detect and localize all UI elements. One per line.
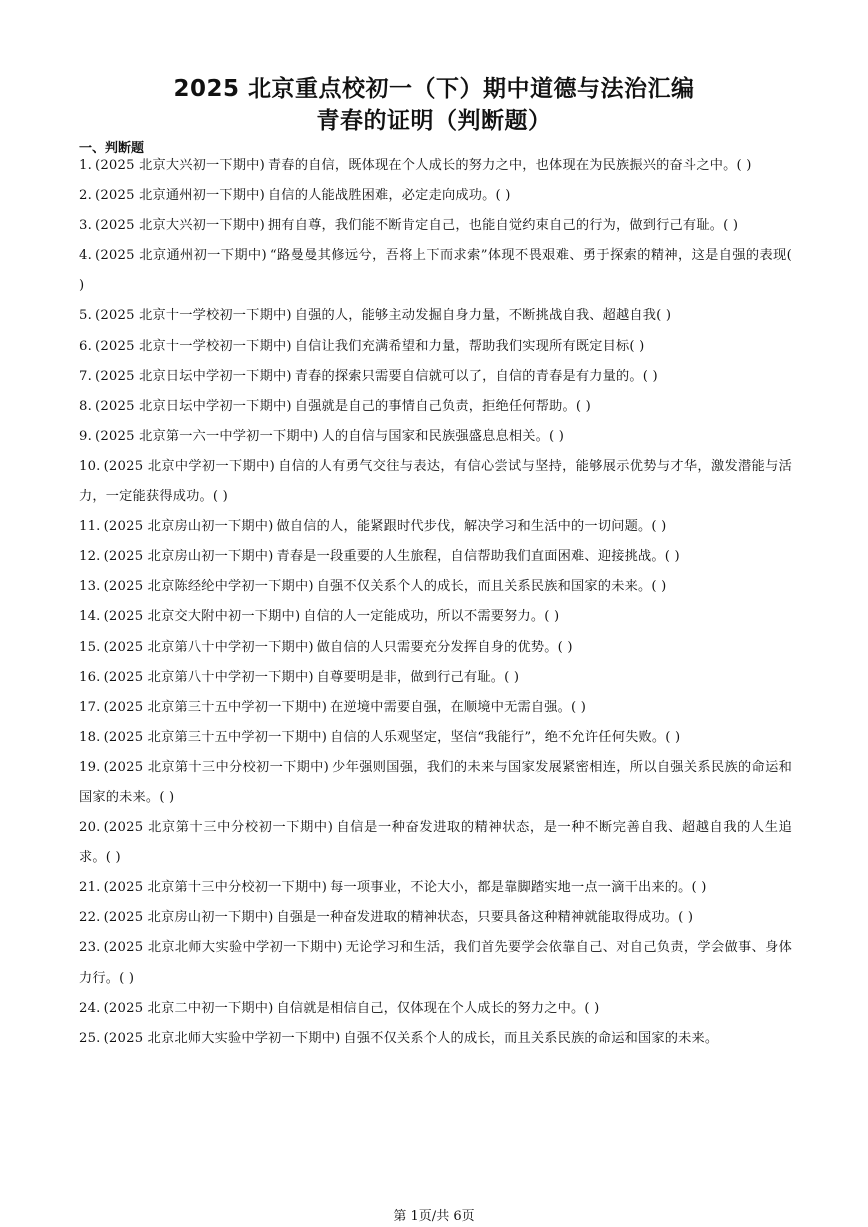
question-item — [79, 1024, 792, 1054]
question-item — [79, 422, 792, 452]
question-number: 11. — [79, 519, 101, 535]
question-number: 10. — [79, 458, 101, 474]
question-item — [79, 753, 792, 813]
question-item — [79, 151, 792, 181]
question-text: 做自信的人只需要充分发挥自身的优势。( ) — [316, 639, 573, 655]
question-source: (2025 北京二中初一下期中) — [103, 1000, 274, 1016]
question-list — [79, 151, 792, 1054]
question-source: (2025 北京第八十中学初一下期中) — [103, 639, 314, 655]
question-source: (2025 北京大兴初一下期中) — [94, 218, 265, 234]
question-number: 6. — [79, 338, 92, 354]
question-source: (2025 北京北师大实验中学初一下期中) — [103, 940, 343, 956]
question-text: 自信让我们充满希望和力量，帮助我们实现所有既定目标( ) — [294, 338, 645, 354]
question-number: 4. — [79, 248, 92, 264]
question-source: (2025 北京第一六一中学初一下期中) — [94, 428, 319, 444]
question-text: 每一项事业，不论大小，都是靠脚踏实地一点一滴干出来的。( ) — [330, 880, 707, 896]
question-text: 自尊要明是非，做到行己有耻。( ) — [316, 669, 520, 685]
question-source: (2025 北京第十三中分校初一下期中) — [103, 880, 328, 896]
question-number: 8. — [79, 398, 92, 414]
question-number: 17. — [79, 699, 101, 715]
question-item — [79, 813, 792, 873]
question-item — [79, 723, 792, 753]
question-item — [79, 512, 792, 542]
section-heading: 一、判断题 — [79, 141, 145, 156]
question-source: (2025 北京房山初一下期中) — [103, 519, 274, 535]
question-source: (2025 北京十一学校初一下期中) — [94, 338, 292, 354]
question-item — [79, 181, 792, 211]
question-source: (2025 北京大兴初一下期中) — [94, 158, 265, 173]
question-text: 自信的人乐观坚定，坚信“我能行”，绝不允许任何失败。( ) — [330, 729, 681, 745]
question-text: 人的自信与国家和民族强盛息息相关。( ) — [321, 428, 565, 444]
question-number: 2. — [79, 188, 92, 204]
question-text: 在逆境中需要自强，在顺境中无需自强。( ) — [330, 699, 587, 715]
question-number: 13. — [79, 579, 101, 595]
question-item — [79, 452, 792, 512]
question-source: (2025 北京日坛中学初一下期中) — [94, 398, 292, 414]
question-text: 拥有自尊，我们能不断肯定自己，也能自觉约束自己的行为，做到行己有耻。( ) — [267, 218, 739, 234]
question-item — [79, 241, 792, 301]
question-text: 自信就是相信自己，仅体现在个人成长的努力之中。( ) — [276, 1000, 600, 1016]
question-text: 青春的探索只需要自信就可以了，自信的青春是有力量的。( ) — [294, 368, 658, 384]
question-source: (2025 北京日坛中学初一下期中) — [94, 368, 292, 384]
question-item — [79, 602, 792, 632]
question-text: 自强的人，能够主动发掘自身力量，不断挑战自我、超越自我( ) — [294, 308, 672, 324]
question-number: 25. — [79, 1030, 101, 1046]
question-source: (2025 北京房山初一下期中) — [103, 910, 274, 926]
question-number: 21. — [79, 880, 101, 896]
question-item — [79, 362, 792, 392]
question-item — [79, 332, 792, 362]
document-subtitle: 青春的证明（判断题） — [316, 108, 552, 134]
question-text: 自信的人能战胜困难，必定走向成功。( ) — [267, 188, 511, 204]
question-text: 青春的自信，既体现在个人成长的努力之中，也体现在为民族振兴的奋斗之中。( ) — [267, 158, 752, 173]
document-title: 2025 北京重点校初一（下）期中道德与法治汇编 — [173, 76, 695, 102]
question-text: 青春是一段重要的人生旅程，自信帮助我们直面困难、迎接挑战。( ) — [276, 549, 680, 565]
question-source: (2025 北京通州初一下期中) — [94, 248, 267, 264]
question-source: (2025 北京房山初一下期中) — [103, 549, 274, 565]
question-text: 无论学习和生活，我们首先要学会依靠自己、对自己负责，学会做事、身体力行。( ) — [79, 940, 792, 986]
question-number: 14. — [79, 609, 101, 625]
question-item — [79, 933, 792, 993]
question-number: 16. — [79, 669, 101, 685]
question-text: “路曼曼其修远兮，吾将上下而求索”体现不畏艰难、勇于探索的精神，这是自强的表现( ) — [79, 248, 792, 294]
question-number: 24. — [79, 1000, 101, 1016]
question-number: 1. — [79, 158, 92, 173]
question-number: 12. — [79, 549, 101, 565]
question-text: 自信的人一定能成功，所以不需要努力。( ) — [303, 609, 560, 625]
question-source: (2025 北京中学初一下期中) — [103, 458, 275, 474]
question-number: 22. — [79, 910, 101, 926]
question-source: (2025 北京第十三中分校初一下期中) — [103, 759, 330, 775]
question-number: 15. — [79, 639, 101, 655]
question-number: 18. — [79, 729, 101, 745]
question-item — [79, 301, 792, 331]
question-number: 20. — [79, 820, 101, 836]
question-source: (2025 北京通州初一下期中) — [94, 188, 265, 204]
question-number: 3. — [79, 218, 92, 234]
question-item — [79, 903, 792, 933]
question-text: 自强就是自己的事情自己负责，拒绝任何帮助。( ) — [294, 398, 591, 414]
question-text: 做自信的人，能紧跟时代步伐，解决学习和生活中的一切问题。( ) — [276, 519, 667, 535]
question-item — [79, 873, 792, 903]
question-text: 自强是一种奋发进取的精神状态，只要具备这种精神就能取得成功。( ) — [276, 910, 694, 926]
question-item — [79, 633, 792, 663]
question-text: 少年强则国强，我们的未来与国家发展紧密相连，所以自强关系民族的命运和国家的未来。( ) — [79, 759, 792, 805]
question-text: 自强不仅关系个人的成长，而且关系民族和国家的未来。( ) — [316, 579, 667, 595]
question-item — [79, 572, 792, 602]
question-text: 自强不仅关系个人的成长，而且关系民族的命运和国家的未来。 — [343, 1030, 719, 1046]
question-number: 5. — [79, 308, 92, 324]
question-number: 9. — [79, 428, 92, 444]
question-text: 自信的人有勇气交往与表达，有信心尝试与坚持，能够展示优势与才华，激发潜能与活力，一定能获得成功。( ) — [79, 458, 792, 505]
question-source: (2025 北京第八十中学初一下期中) — [103, 669, 314, 685]
question-number: 19. — [79, 759, 101, 775]
question-item — [79, 693, 792, 723]
question-text: 自信是一种奋发进取的精神状态，是一种不断完善自我、超越自我的人生追求。( ) — [79, 820, 792, 866]
question-source: (2025 北京交大附中初一下期中) — [103, 609, 301, 625]
page-footer: 第 1页/共 6页 — [393, 1209, 475, 1224]
question-source: (2025 北京第三十五中学初一下期中) — [103, 699, 328, 715]
question-item — [79, 392, 792, 422]
question-source: (2025 北京十一学校初一下期中) — [94, 308, 292, 324]
question-item — [79, 994, 792, 1024]
question-item — [79, 211, 792, 241]
question-item — [79, 542, 792, 572]
question-number: 23. — [79, 940, 101, 956]
question-source: (2025 北京陈经纶中学初一下期中) — [103, 579, 314, 595]
question-item — [79, 663, 792, 693]
question-number: 7. — [79, 368, 92, 384]
question-source: (2025 北京第十三中分校初一下期中) — [103, 820, 334, 836]
question-source: (2025 北京第三十五中学初一下期中) — [103, 729, 328, 745]
question-source: (2025 北京北师大实验中学初一下期中) — [103, 1030, 341, 1046]
